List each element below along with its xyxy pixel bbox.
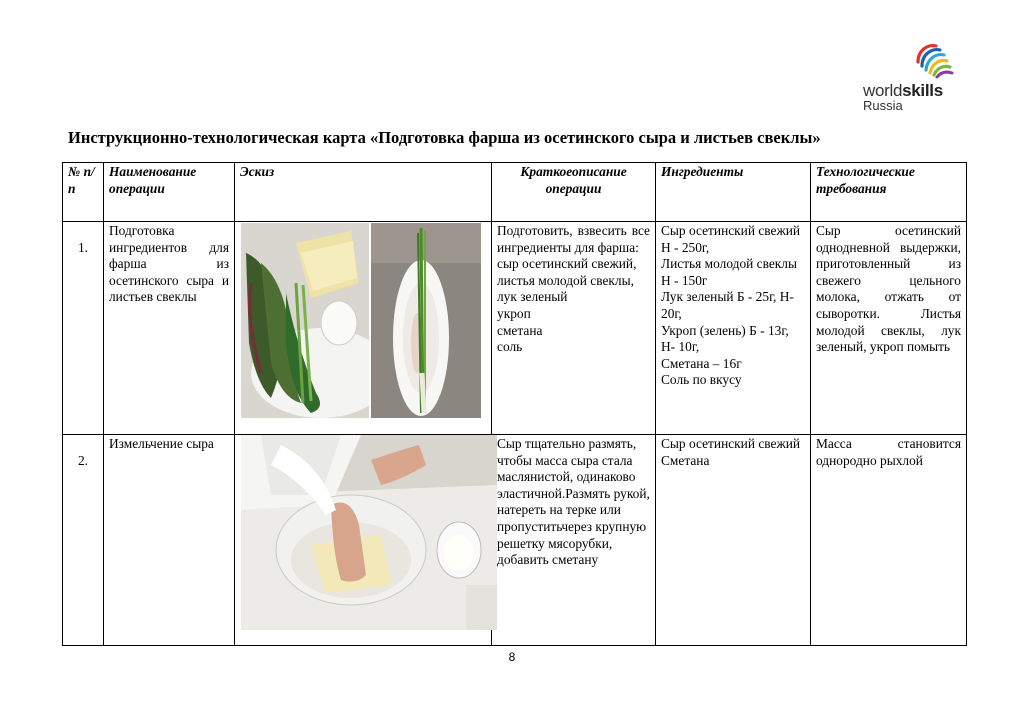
operation-name: Подготовка ингредиентов для фарша из осетинского сыра и листьев свеклы [104, 222, 235, 435]
header-ingredients: Ингредиенты [656, 163, 811, 222]
tech-card-table [62, 162, 967, 646]
table-row [63, 435, 967, 646]
header-description: Краткоеописание операции [492, 163, 656, 222]
page-number: 8 [508, 650, 516, 664]
header-requirements: Технологические требования [811, 163, 967, 222]
row-number: 1. [63, 222, 104, 435]
header-sketch: Эскиз [235, 163, 492, 222]
sketch-cell [235, 222, 492, 435]
table-header-row [63, 163, 967, 222]
ingredients-list: Сыр осетинский свежий Сметана [656, 435, 811, 646]
header-num: № п/п [63, 163, 104, 222]
worldskills-logo-mark [910, 40, 954, 84]
document-title: Инструкционно-технологическая карта «Подготовка фарша из осетинского сыра и листьев свеклы» [68, 128, 821, 147]
logo-subtitle: Russia [863, 98, 903, 113]
row-number: 2. [63, 435, 104, 646]
technological-requirements: Масса становится однородно рыхлой [811, 435, 967, 646]
table-row [63, 222, 967, 435]
operation-name: Измельчение сыра [104, 435, 235, 646]
green-onion-plate-photo [371, 223, 481, 418]
worldskills-logo [858, 40, 958, 112]
operation-description: Подготовить, взвесить все ингредиенты для фарша: сыр осетинский свежий, листья молодой свеклы, лук зеленый укроп сметана соль [492, 222, 656, 435]
technological-requirements: Сыр осетинский однодневной выдержки, приготовленный из свежего цельного молока, отжать от сыворотки. Листья молодой свеклы, лук зеленый, укроп помыть [811, 222, 967, 435]
cheese-mashing-photo [241, 435, 497, 630]
ingredients-list: Сыр осетинский свежий Н - 250г, Листья молодой свеклы Н - 150г Лук зеленый Б - 25г, Н- 20г, Укроп (зелень) Б - 13г, Н- 10г, Сметана – 16г Соль по вкусу [656, 222, 811, 435]
logo-wordmark: worldskills [863, 81, 943, 100]
sketch-cell [235, 435, 492, 646]
header-name: Наименование операции [104, 163, 235, 222]
operation-description: Сыр тщательно размять, чтобы масса сыра стала маслянистой, одинаково эластичной.Размять рукой, натереть на терке или пропуститьчерез крупную решетку мясорубки, добавить сметану [492, 435, 656, 646]
ingredients-photo [241, 223, 369, 418]
